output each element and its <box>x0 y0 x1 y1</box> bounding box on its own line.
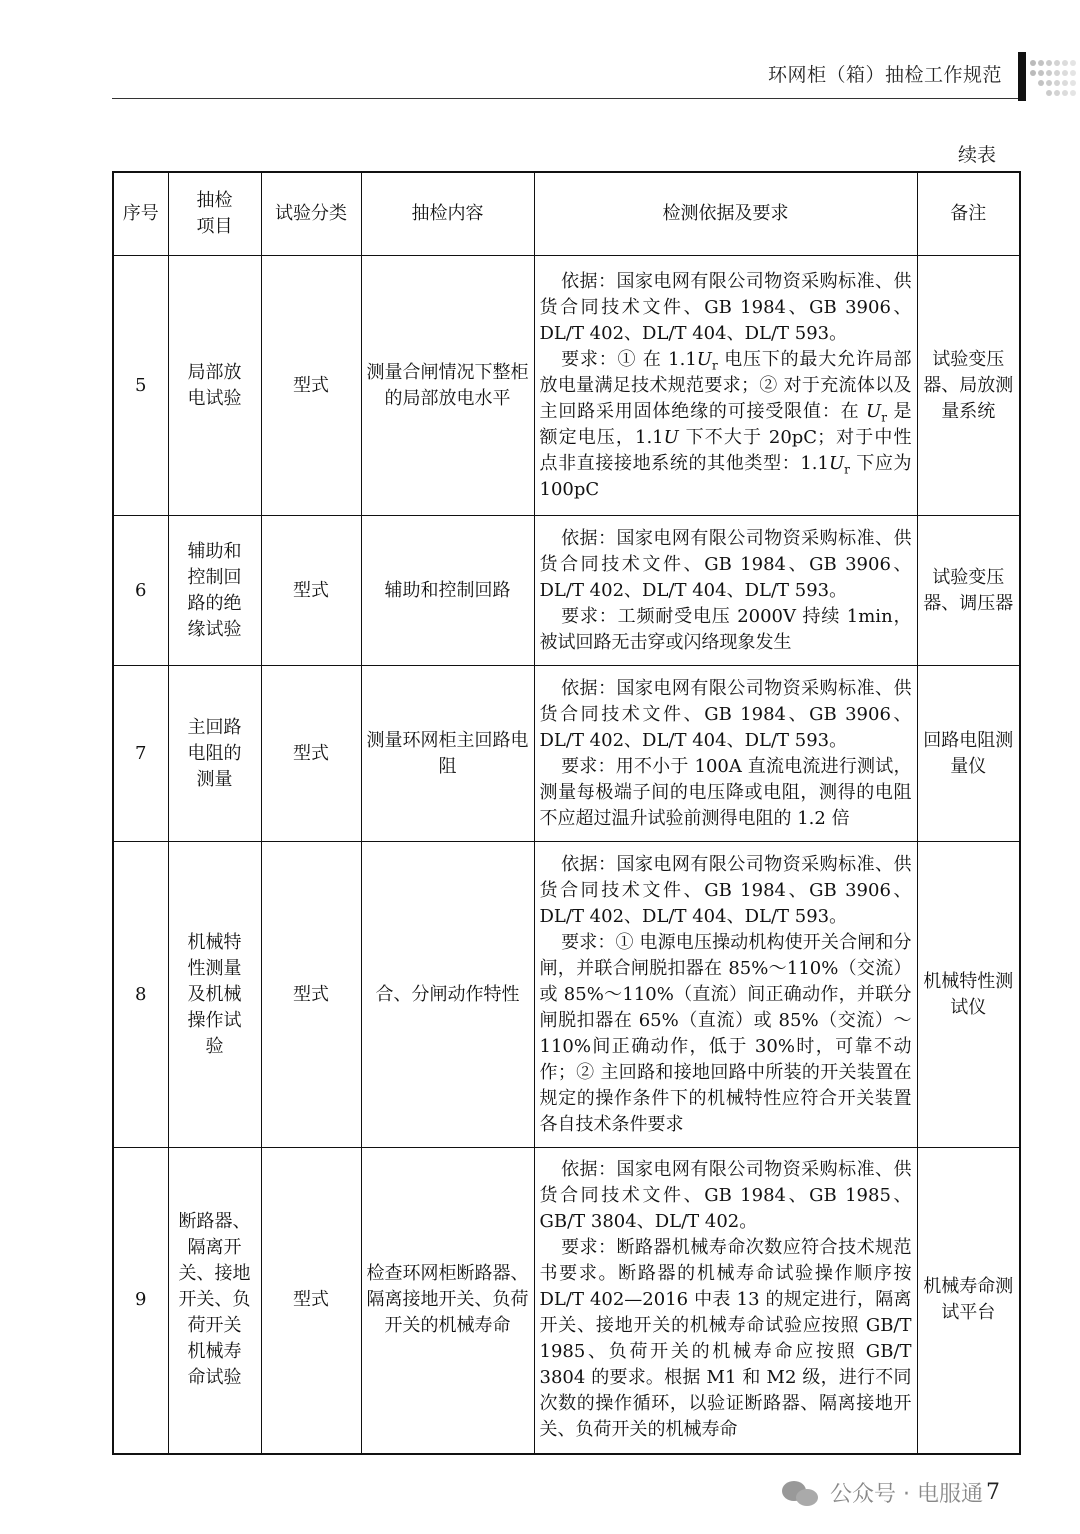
table-row <box>113 842 1020 1148</box>
basis-text: 依据：国家电网有限公司物资采购标准、供货合同技术文件、GB 1984、GB 3906、DL/T 402、DL/T 404、DL/T 593。 <box>539 853 912 927</box>
table-row <box>113 516 1020 666</box>
dot-pattern-decoration <box>1030 58 1080 100</box>
table-row <box>113 1148 1020 1454</box>
cell-requirements <box>534 842 917 1148</box>
cell-content: 测量环网柜主回路电阻 <box>361 666 534 842</box>
basis-text: 依据：国家电网有限公司物资采购标准、供货合同技术文件、GB 1984、GB 3906、DL/T 402、DL/T 404、DL/T 593。 <box>539 270 912 344</box>
cell-type: 型式 <box>261 666 361 842</box>
cell-type: 型式 <box>261 1148 361 1454</box>
cell-note: 试验变压器、局放测量系统 <box>917 256 1020 516</box>
requirement-text: 要求：① 在 $1.1U_r$ 电压下的最大允许局部放电量满足技术规范要求；② 对于充流体以及主回路采用固体绝缘的可接受限值：在 $U_r$ 是额定电压，1.1U 下不大于 20pC；对于中性点非直接接地系统的其他类型：$1.1U_r$ 下应为 100pC <box>539 348 912 500</box>
header-no: 序号 <box>113 172 168 256</box>
cell-no: 6 <box>113 516 168 666</box>
cell-no: 9 <box>113 1148 168 1454</box>
header-bar-decoration <box>1018 52 1026 101</box>
table-row <box>113 666 1020 842</box>
header-note: 备注 <box>917 172 1020 256</box>
cell-item: 主回路 电阻的 测量 <box>168 666 261 842</box>
cell-requirements <box>534 1148 917 1454</box>
cell-requirements <box>534 666 917 842</box>
cell-type: 型式 <box>261 516 361 666</box>
cell-content: 合、分闸动作特性 <box>361 842 534 1148</box>
cell-note: 机械寿命测试平台 <box>917 1148 1020 1454</box>
cell-item: 局部放 电试验 <box>168 256 261 516</box>
requirement-text: 要求：① 电源电压操动机构使开关合闸和分闸，并联合闸脱扣器在 85%～110%（交流）或 85%～110%（直流）间正确动作，并联分闸脱扣器在 65%（直流）或 85%（交流）～110%间正确动作，低于 30%时，可靠不动作；② 主回路和接地回路中所装的开关装置在规定的操作条件下的机械特性应符合开关装置各自技术条件要求 <box>539 931 912 1135</box>
cell-no: 7 <box>113 666 168 842</box>
cell-item: 机械特 性测量 及机械 操作试 验 <box>168 842 261 1148</box>
watermark-text: 公众号 · 电服通 <box>830 1481 983 1507</box>
cell-item: 辅助和 控制回 路的绝 缘试验 <box>168 516 261 666</box>
header-item: 抽检 项目 <box>168 172 261 256</box>
cell-content: 检查环网柜断路器、隔离接地开关、负荷开关的机械寿命 <box>361 1148 534 1454</box>
wechat-icon <box>780 1477 820 1507</box>
cell-requirements <box>534 516 917 666</box>
running-header-title: 环网柜（箱）抽检工作规范 <box>767 64 1002 86</box>
cell-note: 回路电阻测量仪 <box>917 666 1020 842</box>
watermark <box>780 1472 983 1512</box>
requirement-text: 要求：用不小于 100A 直流电流进行测试，测量每极端子间的电压降或电阻，测得的电阻不应超过温升试验前测得电阻的 1.2 倍 <box>539 755 912 829</box>
header-type: 试验分类 <box>261 172 361 256</box>
cell-content: 辅助和控制回路 <box>361 516 534 666</box>
cell-content: 测量合闸情况下整柜的局部放电水平 <box>361 256 534 516</box>
cell-note: 试验变压器、调压器 <box>917 516 1020 666</box>
basis-text: 依据：国家电网有限公司物资采购标准、供货合同技术文件、GB 1984、GB 3906、DL/T 402、DL/T 404、DL/T 593。 <box>539 527 912 601</box>
cell-requirements <box>534 256 917 516</box>
basis-text: 依据：国家电网有限公司物资采购标准、供货合同技术文件、GB 1984、GB 3906、DL/T 402、DL/T 404、DL/T 593。 <box>539 677 912 751</box>
header-content: 抽检内容 <box>361 172 534 256</box>
header-basis: 检测依据及要求 <box>534 172 917 256</box>
page-number: 7 <box>986 1480 1000 1505</box>
cell-item: 断路器、 隔离开 关、接地 开关、负 荷开关 机械寿 命试验 <box>168 1148 261 1454</box>
header-rule <box>112 98 1018 99</box>
basis-text: 依据：国家电网有限公司物资采购标准、供货合同技术文件、GB 1984、GB 1985、GB/T 3804、DL/T 402。 <box>539 1159 912 1233</box>
requirement-text: 要求：工频耐受电压 2000V 持续 1min，被试回路无击穿或闪络现象发生 <box>539 605 912 653</box>
requirement-text: 要求：断路器机械寿命次数应符合技术规范书要求。断路器的机械寿命试验操作顺序按 DL/T 402—2016 中表 13 的规定进行，隔离开关、接地开关的机械寿命试验应按照 GB/T 1985、负荷开关的机械寿命应按照 GB/T 3804 的要求。根据 M1 和 M2 级，进行不同次数的操作循环，以验证断路器、隔离接地开关、负荷开关的机械寿命 <box>539 1237 912 1441</box>
cell-type: 型式 <box>261 256 361 516</box>
cell-type: 型式 <box>261 842 361 1148</box>
table-header-row <box>113 172 1020 256</box>
table-row <box>113 256 1020 516</box>
cell-no: 5 <box>113 256 168 516</box>
cell-note: 机械特性测试仪 <box>917 842 1020 1148</box>
inspection-table <box>112 171 1021 1455</box>
cell-no: 8 <box>113 842 168 1148</box>
continued-label: 续表 <box>957 144 996 166</box>
